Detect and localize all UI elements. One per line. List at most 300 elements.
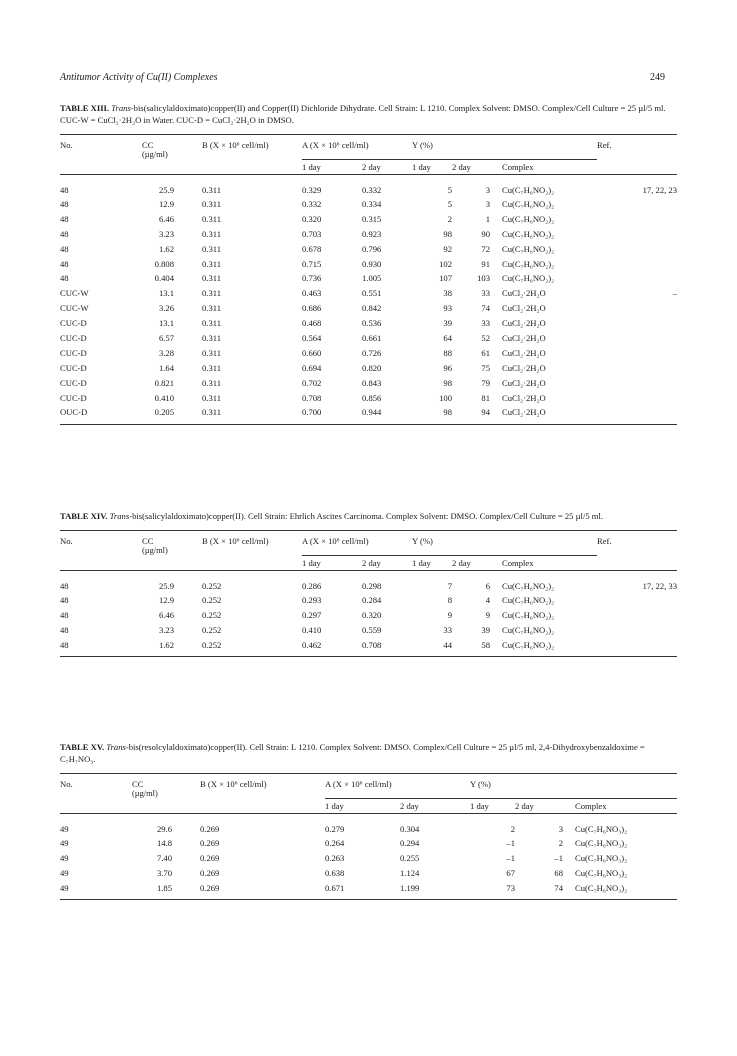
cell-a-day1: 0.678 (302, 243, 322, 254)
cell-cc: 29.6 (156, 823, 172, 834)
table-row (60, 850, 677, 865)
table-row (60, 256, 677, 271)
cell-a-day1: 0.736 (302, 273, 322, 284)
cell-a-day1: 0.286 (302, 580, 322, 591)
table-row (60, 570, 677, 593)
cell-no: OUC-D (60, 407, 88, 418)
col-no: No. (60, 140, 73, 150)
table-row (60, 375, 677, 390)
cell-y-day2: 91 (481, 258, 490, 269)
running-title: Antitumor Activity of Cu(II) Complexes (60, 72, 218, 83)
col-complex: Complex (502, 555, 597, 570)
cell-a-day2: 0.923 (362, 228, 382, 239)
col-y-day2: 2 day (515, 798, 575, 813)
cell-b: 0.311 (202, 258, 222, 269)
cell-no: CUC-D (60, 377, 87, 388)
cell-b: 0.311 (202, 273, 222, 284)
table-row (60, 211, 677, 226)
cell-a-day1: 0.263 (325, 852, 345, 863)
cell-b: 0.252 (202, 609, 222, 620)
cell-no: 48 (60, 228, 69, 239)
col-a: A (X × 10⁶ cell/ml) (302, 536, 369, 546)
caption-italic: Trans (111, 103, 131, 113)
col-a-day2: 2 day (400, 798, 470, 813)
cell-cc: 1.62 (158, 639, 174, 650)
table-row (60, 197, 677, 212)
cell-ref (597, 226, 677, 241)
cell-y-day2: 74 (554, 882, 563, 893)
cell-cc: 1.85 (156, 882, 172, 893)
cell-a-day1: 0.462 (302, 639, 322, 650)
running-header (60, 72, 677, 86)
caption-text: -bis(salicylaldoximato)copper(II) and Copper(II) Dichloride Dihydrate. Cell Strain: L 1210. Complex Solvent: DMSO. Complex/Cell Culture = 25 µl/5 ml. CUC-W = CuCl₂·2H₂O in Water. CUC-D = CuCl₂·2H₂O in DMSO. (60, 103, 666, 125)
cell-y-day1: 2 (510, 823, 515, 834)
cell-y-day2: 79 (481, 377, 490, 388)
cell-cc: 3.23 (158, 228, 174, 239)
cell-y-day2: 81 (481, 392, 490, 403)
cell-a-day2: 0.559 (362, 624, 382, 635)
cell-a-day1: 0.279 (325, 823, 345, 834)
cell-complex: Cu(C₇H₆NO₂)₂ (502, 639, 555, 650)
cell-complex: Cu(C₇H₆NO₂)₂ (502, 258, 555, 269)
cell-a-day2: 0.294 (400, 837, 420, 848)
col-y-day1: 1 day (470, 798, 515, 813)
cell-b: 0.252 (202, 594, 222, 605)
table-15-label: TABLE XV. (60, 742, 105, 752)
table-row (60, 316, 677, 331)
table-13-caption (60, 102, 677, 126)
caption-italic: Trans (109, 511, 130, 521)
cell-b: 0.311 (202, 377, 222, 388)
cell-a-day2: 1.124 (400, 867, 420, 878)
table-row (60, 813, 677, 836)
cell-y-day1: –1 (506, 852, 515, 863)
cell-cc: 13.1 (158, 288, 174, 299)
cell-a-day2: 1.199 (400, 882, 420, 893)
caption-italic: Trans (106, 742, 126, 752)
cell-no: CUC-W (60, 288, 89, 299)
cell-a-day1: 0.297 (302, 609, 322, 620)
cell-complex: CuCl₂·2H₂O (502, 332, 546, 343)
cell-y-day1: 102 (439, 258, 452, 269)
cell-a-day1: 0.700 (302, 407, 322, 418)
cell-cc: 25.9 (158, 184, 174, 195)
col-a-day2: 2 day (362, 555, 412, 570)
cell-no: 48 (60, 594, 69, 605)
cell-y-day1: 38 (443, 288, 452, 299)
cell-a-day2: 0.304 (400, 823, 420, 834)
cell-y-day2: 52 (481, 332, 490, 343)
cell-y-day1: 9 (447, 609, 452, 620)
cell-ref (597, 607, 677, 622)
cell-cc: 0.808 (154, 258, 174, 269)
cell-a-day2: 1.005 (362, 273, 382, 284)
cell-y-day1: 98 (443, 407, 452, 418)
cell-b: 0.311 (202, 288, 222, 299)
cell-y-day1: 44 (443, 639, 452, 650)
cell-a-day1: 0.264 (325, 837, 345, 848)
cell-y-day1: 67 (506, 867, 515, 878)
cell-ref (597, 405, 677, 424)
cell-b: 0.311 (202, 392, 222, 403)
table-row (60, 405, 677, 424)
cell-ref (597, 360, 677, 375)
cell-cc: 1.62 (158, 243, 174, 254)
cell-cc: 7.40 (156, 852, 172, 863)
cell-complex: Cu(C₇H₆NO₂)₂ (502, 580, 555, 591)
cell-complex: CuCl₂·2H₂O (502, 318, 546, 329)
cell-complex: CuCl₂·2H₂O (502, 362, 546, 373)
cell-y-day1: 98 (443, 377, 452, 388)
cell-a-day1: 0.638 (325, 867, 345, 878)
cell-a-day2: 0.820 (362, 362, 382, 373)
cell-a-day1: 0.320 (302, 213, 322, 224)
cell-complex: Cu(C₇H₆NO₂)₂ (502, 198, 555, 209)
table-13-block (60, 102, 677, 425)
cell-complex: CuCl₂·2H₂O (502, 347, 546, 358)
cell-b: 0.269 (200, 882, 220, 893)
col-a: A (X × 10⁶ cell/ml) (302, 140, 369, 150)
table-14-label: TABLE XIV. (60, 511, 108, 521)
cell-complex: Cu(C₇H₆NO₂)₂ (502, 594, 555, 605)
cell-no: 48 (60, 624, 69, 635)
caption-text: -bis(salicylaldoximato)copper(II). Cell Strain: Ehrlich Ascites Carcinoma. Complex Solvent: DMSO. Complex/Cell Culture = 25 µl/5 ml. (129, 511, 603, 521)
cell-a-day2: 0.661 (362, 332, 382, 343)
table-row (60, 390, 677, 405)
cell-a-day2: 0.298 (362, 580, 382, 591)
cell-cc: 12.9 (158, 198, 174, 209)
cell-b: 0.252 (202, 580, 222, 591)
cell-y-day2: 33 (481, 318, 490, 329)
cell-a-day2: 0.320 (362, 609, 382, 620)
cell-a-day1: 0.329 (302, 184, 322, 195)
cell-no: 49 (60, 823, 69, 834)
cell-complex: CuCl₂·2H₂O (502, 392, 546, 403)
cell-y-day2: 61 (481, 347, 490, 358)
cell-a-day2: 0.944 (362, 407, 382, 418)
cell-cc: 0.404 (154, 273, 174, 284)
cell-no: 48 (60, 213, 69, 224)
cell-y-day2: 3 (485, 198, 490, 209)
table-14 (60, 530, 677, 657)
col-no: No. (60, 779, 73, 789)
col-b: B (X × 10⁶ cell/ml) (202, 536, 269, 546)
cell-a-day2: 0.930 (362, 258, 382, 269)
cell-a-day2: 0.315 (362, 213, 382, 224)
col-b: B (X × 10⁶ cell/ml) (200, 779, 267, 789)
table-row (60, 593, 677, 608)
cell-a-day1: 0.463 (302, 288, 322, 299)
cell-a-day1: 0.671 (325, 882, 345, 893)
cell-no: CUC-D (60, 392, 87, 403)
col-y: Y (%) (412, 140, 433, 150)
col-no: No. (60, 536, 73, 546)
cell-cc: 14.8 (156, 837, 172, 848)
cell-cc: 0.821 (154, 377, 174, 388)
col-y-day2: 2 day (452, 159, 502, 174)
cell-ref (597, 241, 677, 256)
cell-no: 48 (60, 609, 69, 620)
cell-ref: – (672, 288, 677, 299)
cell-complex: Cu(C₇H₆NO₃)₂ (575, 837, 628, 848)
cell-y-day1: 93 (443, 303, 452, 314)
table-15-caption (60, 741, 677, 765)
cell-y-day2: 72 (481, 243, 490, 254)
cell-ref (597, 197, 677, 212)
cell-ref (597, 345, 677, 360)
cell-ref (597, 637, 677, 656)
cell-cc: 3.23 (158, 624, 174, 635)
cell-cc: 0.205 (154, 407, 174, 418)
col-a-day1: 1 day (302, 555, 362, 570)
cell-a-day2: 0.843 (362, 377, 382, 388)
cell-b: 0.311 (202, 407, 222, 418)
col-y-day2: 2 day (452, 555, 502, 570)
cell-b: 0.311 (202, 362, 222, 373)
cell-cc: 0.410 (154, 392, 174, 403)
cell-no: 48 (60, 198, 69, 209)
cell-ref (597, 375, 677, 390)
cell-y-day2: 94 (481, 407, 490, 418)
cell-a-day1: 0.468 (302, 318, 322, 329)
cell-no: 49 (60, 837, 69, 848)
cell-y-day2: 2 (558, 837, 563, 848)
cell-cc: 12.9 (158, 594, 174, 605)
table-row (60, 622, 677, 637)
cell-no: 49 (60, 882, 69, 893)
cell-b: 0.311 (202, 213, 222, 224)
cell-no: 48 (60, 258, 69, 269)
col-y: Y (%) (470, 779, 491, 789)
col-a: A (X × 10⁶ cell/ml) (325, 779, 392, 789)
cell-cc: 6.46 (158, 213, 174, 224)
cell-y-day1: 92 (443, 243, 452, 254)
cc-unit: (µg/ml) (132, 789, 158, 798)
cell-ref (597, 301, 677, 316)
cell-a-day1: 0.332 (302, 198, 322, 209)
cell-cc: 1.64 (158, 362, 174, 373)
cell-no: 48 (60, 184, 69, 195)
cell-y-day1: –1 (506, 837, 515, 848)
cc-unit: (µg/ml) (142, 150, 168, 159)
cell-a-day2: 0.551 (362, 288, 382, 299)
table-row (60, 226, 677, 241)
cell-a-day1: 0.715 (302, 258, 322, 269)
col-ref: Ref. (597, 536, 612, 546)
cell-complex: CuCl₂·2H₂O (502, 407, 546, 418)
table-row (60, 331, 677, 346)
table-row (60, 174, 677, 197)
cell-a-day1: 0.708 (302, 392, 322, 403)
cell-complex: Cu(C₇H₆NO₂)₂ (502, 609, 555, 620)
cell-no: 48 (60, 243, 69, 254)
cell-complex: Cu(C₇H₆NO₃)₂ (575, 852, 628, 863)
cell-y-day1: 96 (443, 362, 452, 373)
cell-cc: 13.1 (158, 318, 174, 329)
cell-b: 0.311 (202, 243, 222, 254)
table-row (60, 271, 677, 286)
cell-y-day2: 74 (481, 303, 490, 314)
cell-y-day2: 3 (485, 184, 490, 195)
cell-a-day1: 0.660 (302, 347, 322, 358)
cell-a-day1: 0.703 (302, 228, 322, 239)
cell-cc: 25.9 (158, 580, 174, 591)
cell-no: 48 (60, 639, 69, 650)
cell-cc: 3.70 (156, 867, 172, 878)
cell-b: 0.311 (202, 318, 222, 329)
cell-y-day2: 90 (481, 228, 490, 239)
cell-y-day2: 1 (485, 213, 490, 224)
cell-ref (597, 331, 677, 346)
cell-ref: 17, 22, 33 (642, 580, 677, 591)
cell-a-day1: 0.564 (302, 332, 322, 343)
table-14-block (60, 510, 677, 657)
col-cc: CC (µg/ml) (142, 531, 202, 556)
cell-b: 0.311 (202, 198, 222, 209)
table-row (60, 607, 677, 622)
cell-no: CUC-W (60, 303, 89, 314)
table-15-block (60, 741, 677, 900)
cell-ref (597, 211, 677, 226)
cell-complex: Cu(C₇H₆NO₂)₂ (502, 273, 555, 284)
cell-y-day2: 6 (485, 580, 490, 591)
cell-a-day2: 0.708 (362, 639, 382, 650)
cell-complex: Cu(C₇H₆NO₂)₂ (502, 243, 555, 254)
table-row (60, 865, 677, 880)
table-row (60, 360, 677, 375)
cell-a-day2: 0.796 (362, 243, 382, 254)
cell-y-day2: 39 (481, 624, 490, 635)
cell-y-day1: 7 (447, 580, 452, 591)
cell-no: CUC-D (60, 332, 87, 343)
cell-a-day1: 0.702 (302, 377, 322, 388)
col-ref: Ref. (597, 140, 612, 150)
cell-complex: Cu(C₇H₆NO₃)₂ (575, 823, 628, 834)
cell-ref (597, 622, 677, 637)
table-13-label: TABLE XIII. (60, 103, 110, 113)
cell-y-day1: 39 (443, 318, 452, 329)
cell-no: CUC-D (60, 347, 87, 358)
cell-y-day2: –1 (554, 852, 563, 863)
cell-cc: 3.26 (158, 303, 174, 314)
cell-y-day1: 5 (447, 198, 452, 209)
cell-a-day2: 0.255 (400, 852, 420, 863)
cell-y-day2: 9 (485, 609, 490, 620)
col-a-day1: 1 day (325, 798, 400, 813)
col-a-day2: 2 day (362, 159, 412, 174)
cell-y-day1: 98 (443, 228, 452, 239)
cell-no: 49 (60, 852, 69, 863)
cell-complex: CuCl₂·2H₂O (502, 303, 546, 314)
cell-cc: 6.57 (158, 332, 174, 343)
cell-y-day1: 64 (443, 332, 452, 343)
cell-complex: Cu(C₇H₆NO₃)₂ (575, 867, 628, 878)
cell-y-day2: 75 (481, 362, 490, 373)
table-row (60, 880, 677, 899)
cell-a-day1: 0.686 (302, 303, 322, 314)
cell-y-day1: 2 (447, 213, 452, 224)
cell-no: 48 (60, 273, 69, 284)
cell-b: 0.269 (200, 867, 220, 878)
cell-y-day2: 58 (481, 639, 490, 650)
col-b: B (X × 10⁶ cell/ml) (202, 140, 269, 150)
cell-a-day1: 0.694 (302, 362, 322, 373)
cell-b: 0.269 (200, 823, 220, 834)
col-complex: Complex (502, 159, 597, 174)
cell-complex: Cu(C₇H₆NO₃)₂ (575, 882, 628, 893)
cell-no: CUC-D (60, 318, 87, 329)
cell-y-day2: 33 (481, 288, 490, 299)
cell-b: 0.252 (202, 624, 222, 635)
cell-b: 0.311 (202, 332, 222, 343)
cell-ref (597, 271, 677, 286)
caption-text: -bis(resolcylaldoximato)copper(II). Cell Strain: L 1210. Complex Solvent: DMSO. Complex/Cell Culture = 25 µl/5 ml, 2,4-Dihydroxybenzaldoxime = C₇H₇NO₃. (60, 742, 645, 764)
cell-complex: Cu(C₇H₆NO₂)₂ (502, 184, 555, 195)
cell-complex: Cu(C₇H₆NO₂)₂ (502, 228, 555, 239)
cell-no: 48 (60, 580, 69, 591)
cell-b: 0.252 (202, 639, 222, 650)
cell-y-day1: 88 (443, 347, 452, 358)
table-row (60, 286, 677, 301)
cell-ref (597, 390, 677, 405)
cell-y-day1: 100 (439, 392, 452, 403)
cell-a-day2: 0.334 (362, 198, 382, 209)
cell-y-day2: 3 (558, 823, 563, 834)
table-13 (60, 134, 677, 425)
cell-y-day2: 4 (485, 594, 490, 605)
cell-cc: 3.28 (158, 347, 174, 358)
table-row (60, 836, 677, 851)
cell-no: 49 (60, 867, 69, 878)
cell-y-day2: 103 (477, 273, 490, 284)
cell-b: 0.311 (202, 184, 222, 195)
cell-y-day1: 73 (506, 882, 515, 893)
page-number: 249 (650, 72, 665, 83)
cell-b: 0.311 (202, 228, 222, 239)
cell-a-day1: 0.293 (302, 594, 322, 605)
cell-a-day2: 0.536 (362, 318, 382, 329)
table-row (60, 637, 677, 656)
cell-b: 0.269 (200, 852, 220, 863)
cell-b: 0.269 (200, 837, 220, 848)
table-row (60, 345, 677, 360)
cell-ref: 17, 22, 23 (642, 184, 677, 195)
table-14-caption (60, 510, 677, 522)
cell-complex: CuCl₂·2H₂O (502, 288, 546, 299)
table-row (60, 241, 677, 256)
cell-complex: Cu(C₇H₆NO₂)₂ (502, 624, 555, 635)
col-complex: Complex (575, 798, 677, 813)
cell-y-day1: 33 (443, 624, 452, 635)
col-y: Y (%) (412, 536, 433, 546)
col-y-day1: 1 day (412, 555, 452, 570)
cell-complex: Cu(C₇H₆NO₂)₂ (502, 213, 555, 224)
cell-y-day1: 5 (447, 184, 452, 195)
table-row (60, 301, 677, 316)
cell-y-day1: 107 (439, 273, 452, 284)
cell-a-day2: 0.284 (362, 594, 382, 605)
col-cc: CC (µg/ml) (132, 774, 200, 799)
table-15 (60, 773, 677, 900)
cell-b: 0.311 (202, 347, 222, 358)
col-y-day1: 1 day (412, 159, 452, 174)
cell-a-day2: 0.332 (362, 184, 382, 195)
cell-b: 0.311 (202, 303, 222, 314)
cell-a-day2: 0.726 (362, 347, 382, 358)
cell-a-day2: 0.856 (362, 392, 382, 403)
col-a-day1: 1 day (302, 159, 362, 174)
cc-unit: (µg/ml) (142, 546, 168, 555)
